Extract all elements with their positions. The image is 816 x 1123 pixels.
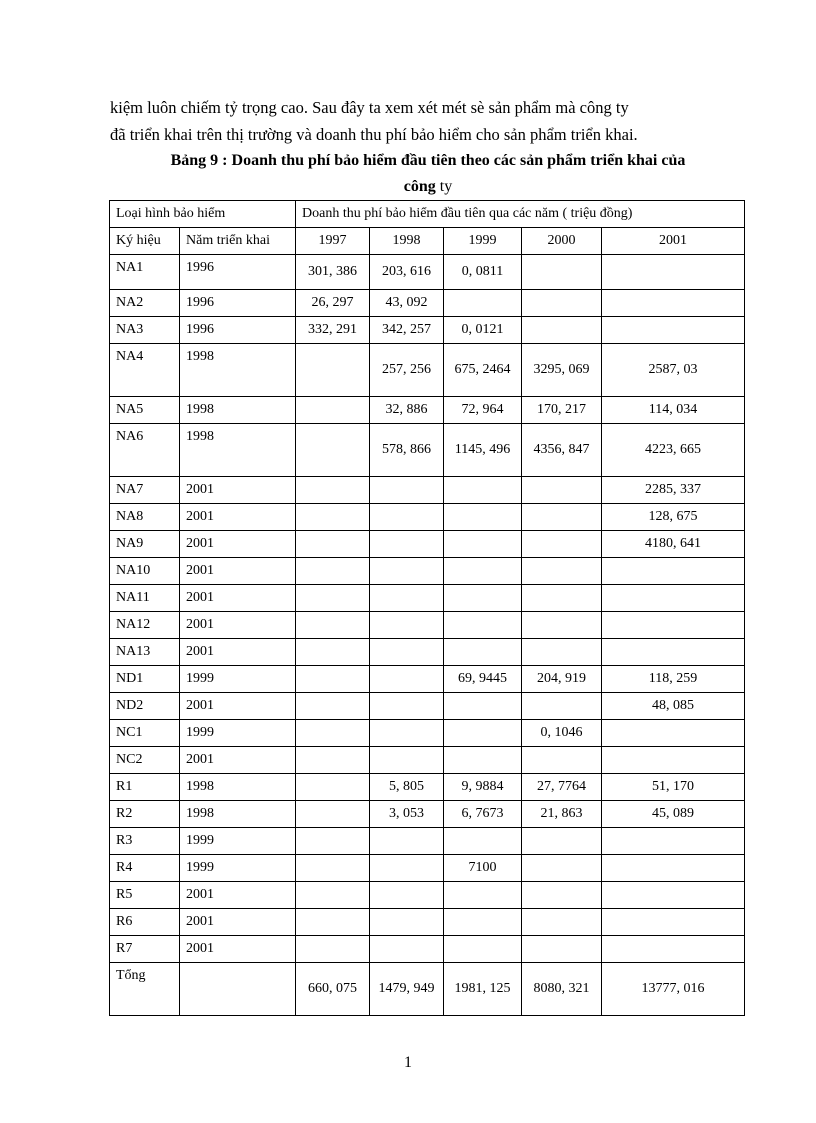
cell-year-2000 [522,639,602,666]
cell-year-1998 [370,882,444,909]
cell-year-1998 [370,828,444,855]
cell-year-2000: 27, 7764 [522,774,602,801]
cell-year-2000 [522,317,602,344]
cell-year-2001: 48, 085 [602,693,745,720]
cell-code: ND1 [110,666,180,693]
table-row [110,397,745,424]
cell-year-1997 [296,693,370,720]
cell-year-1998: 257, 256 [370,344,444,397]
cell-year-1999: 0, 0811 [444,255,522,290]
header-insurance-type: Loại hình bảo hiểm [110,201,296,228]
cell-year-1998 [370,531,444,558]
header-row-2 [110,228,745,255]
cell-year-1998 [370,504,444,531]
cell-year-1997 [296,936,370,963]
cell-start-year: 1996 [180,290,296,317]
cell-year-2001: 51, 170 [602,774,745,801]
cell-code: NA13 [110,639,180,666]
table-row [110,639,745,666]
cell-year-1999: 72, 964 [444,397,522,424]
table-row [110,774,745,801]
cell-year-1997 [296,344,370,397]
cell-year-2000 [522,477,602,504]
total-year-2000: 8080, 321 [522,963,602,1016]
cell-year-2001 [602,909,745,936]
cell-code: NA5 [110,397,180,424]
header-code: Ký hiệu [110,228,180,255]
cell-year-1998: 5, 805 [370,774,444,801]
cell-year-1999: 0, 0121 [444,317,522,344]
cell-year-2000 [522,585,602,612]
cell-start-year: 2001 [180,909,296,936]
cell-year-1998: 578, 866 [370,424,444,477]
cell-year-1997 [296,585,370,612]
table-row [110,477,745,504]
cell-year-1997 [296,666,370,693]
cell-year-2001 [602,290,745,317]
cell-year-1997 [296,828,370,855]
cell-year-1999: 1145, 496 [444,424,522,477]
cell-year-2001 [602,558,745,585]
cell-year-2000 [522,882,602,909]
cell-year-2000: 21, 863 [522,801,602,828]
cell-year-2000 [522,828,602,855]
cell-year-2001 [602,317,745,344]
cell-code: R4 [110,855,180,882]
cell-year-1999 [444,828,522,855]
caption-bold-word: công [403,178,436,195]
cell-start-year: 2001 [180,747,296,774]
cell-year-2001: 2285, 337 [602,477,745,504]
cell-year-2000 [522,290,602,317]
cell-code: NA11 [110,585,180,612]
cell-code: NA3 [110,317,180,344]
cell-year-1998: 43, 092 [370,290,444,317]
cell-year-1998 [370,639,444,666]
cell-year-2001: 114, 034 [602,397,745,424]
table-caption: Bảng 9 : Doanh thu phí bảo hiểm đầu tiên theo các sản phẩm triển khai của [170,152,686,169]
cell-year-2001 [602,612,745,639]
cell-start-year: 2001 [180,612,296,639]
cell-year-1998 [370,936,444,963]
cell-year-2000 [522,504,602,531]
cell-year-1998 [370,585,444,612]
table-row [110,936,745,963]
cell-year-1997 [296,855,370,882]
cell-start-year: 2001 [180,558,296,585]
cell-year-1999 [444,531,522,558]
cell-year-2000 [522,936,602,963]
cell-year-2000: 0, 1046 [522,720,602,747]
cell-year-2001 [602,882,745,909]
cell-code: NC1 [110,720,180,747]
cell-year-1999 [444,558,522,585]
cell-year-1998 [370,612,444,639]
cell-year-1998 [370,720,444,747]
cell-year-1998 [370,477,444,504]
cell-year-2000 [522,558,602,585]
cell-year-1997 [296,558,370,585]
cell-start-year: 2001 [180,585,296,612]
cell-year-1998: 32, 886 [370,397,444,424]
revenue-table [109,200,745,1016]
cell-code: ND2 [110,693,180,720]
total-row [110,963,745,1016]
cell-year-1998 [370,855,444,882]
cell-year-1997: 26, 297 [296,290,370,317]
cell-year-1999: 7100 [444,855,522,882]
total-year-1997: 660, 075 [296,963,370,1016]
table-row [110,828,745,855]
cell-code: NA6 [110,424,180,477]
cell-year-1999 [444,720,522,747]
cell-year-2000: 204, 919 [522,666,602,693]
cell-year-1999 [444,747,522,774]
header-year-1998: 1998 [370,228,444,255]
table-row [110,255,745,290]
cell-start-year: 1999 [180,855,296,882]
table-row [110,424,745,477]
cell-year-1999 [444,477,522,504]
cell-code: NA9 [110,531,180,558]
intro-paragraph-line-1: kiệm luôn chiếm tỷ trọng cao. Sau đây ta xem xét mét sè sản phẩm mà công ty [110,98,629,117]
cell-year-2001 [602,639,745,666]
cell-code: NA4 [110,344,180,397]
cell-code: R1 [110,774,180,801]
cell-code: R5 [110,882,180,909]
cell-year-2000 [522,255,602,290]
cell-year-2000: 170, 217 [522,397,602,424]
table-row [110,504,745,531]
cell-start-year: 2001 [180,936,296,963]
cell-start-year: 1999 [180,666,296,693]
cell-year-1997 [296,747,370,774]
cell-year-1997 [296,801,370,828]
cell-year-2001: 128, 675 [602,504,745,531]
cell-start-year: 2001 [180,504,296,531]
cell-year-2001 [602,255,745,290]
cell-year-1997: 301, 386 [296,255,370,290]
cell-code: NA2 [110,290,180,317]
header-revenue: Doanh thu phí bảo hiểm đầu tiên qua các năm ( triệu đồng) [296,201,745,228]
cell-year-1997 [296,639,370,666]
total-year-2001: 13777, 016 [602,963,745,1016]
table-row [110,666,745,693]
table-row [110,720,745,747]
cell-start-year: 1998 [180,424,296,477]
table-row [110,612,745,639]
cell-year-1997 [296,504,370,531]
cell-year-1999 [444,290,522,317]
cell-start-year: 1998 [180,344,296,397]
total-year-1998: 1479, 949 [370,963,444,1016]
intro-paragraph-line-2: đã triển khai trên thị trường và doanh thu phí bảo hiểm cho sản phẩm triển khai. [110,125,638,144]
table-row [110,317,745,344]
cell-year-2001: 118, 259 [602,666,745,693]
cell-start-year: 2001 [180,882,296,909]
cell-year-1997 [296,882,370,909]
cell-year-1997 [296,774,370,801]
table-row [110,290,745,317]
cell-year-2000: 4356, 847 [522,424,602,477]
cell-start-year: 2001 [180,477,296,504]
cell-code: R2 [110,801,180,828]
table-row [110,747,745,774]
caption-tail-word: ty [435,178,453,195]
table-row [110,882,745,909]
cell-code: NA12 [110,612,180,639]
cell-year-2001: 45, 089 [602,801,745,828]
cell-year-2000 [522,747,602,774]
cell-year-1999: 6, 7673 [444,801,522,828]
cell-code: NC2 [110,747,180,774]
table-row [110,585,745,612]
cell-year-2001 [602,747,745,774]
table-row [110,801,745,828]
cell-start-year: 1996 [180,317,296,344]
table-row [110,693,745,720]
cell-year-1997 [296,612,370,639]
table-row [110,531,745,558]
cell-year-1997 [296,424,370,477]
cell-year-2001: 4223, 665 [602,424,745,477]
cell-year-2001 [602,585,745,612]
table-row [110,909,745,936]
cell-start-year: 2001 [180,693,296,720]
cell-year-1998 [370,666,444,693]
cell-start-year: 1996 [180,255,296,290]
cell-year-1998 [370,558,444,585]
table-row [110,344,745,397]
cell-year-2000 [522,531,602,558]
cell-start-year: 1998 [180,774,296,801]
cell-year-1999 [444,612,522,639]
cell-year-1999 [444,936,522,963]
cell-year-1997 [296,477,370,504]
cell-year-1998: 203, 616 [370,255,444,290]
cell-year-2001: 2587, 03 [602,344,745,397]
cell-year-2000 [522,693,602,720]
table-row [110,855,745,882]
cell-year-1997 [296,397,370,424]
cell-code: NA10 [110,558,180,585]
cell-start-year: 1999 [180,828,296,855]
header-year-2000: 2000 [522,228,602,255]
cell-year-1998 [370,909,444,936]
cell-year-1999: 69, 9445 [444,666,522,693]
cell-year-1998 [370,693,444,720]
total-year-1999: 1981, 125 [444,963,522,1016]
cell-code: R6 [110,909,180,936]
cell-start-year: 1998 [180,801,296,828]
cell-year-2001: 4180, 641 [602,531,745,558]
cell-year-2001 [602,828,745,855]
cell-start-year: 2001 [180,639,296,666]
cell-year-1999 [444,585,522,612]
cell-year-1997 [296,909,370,936]
page-number: 1 [404,1054,412,1071]
cell-year-1998: 3, 053 [370,801,444,828]
cell-code: NA1 [110,255,180,290]
cell-year-2000: 3295, 069 [522,344,602,397]
cell-year-2000 [522,909,602,936]
cell-year-1997 [296,531,370,558]
header-year-1999: 1999 [444,228,522,255]
header-year-1997: 1997 [296,228,370,255]
table-caption-continued [110,174,746,200]
cell-year-2001 [602,936,745,963]
header-row-1 [110,201,745,228]
cell-year-1997 [296,720,370,747]
cell-code: R7 [110,936,180,963]
cell-year-1998 [370,747,444,774]
cell-year-2001 [602,720,745,747]
cell-year-1999: 675, 2464 [444,344,522,397]
cell-start-year: 1998 [180,397,296,424]
total-label: Tổng [110,963,180,1016]
cell-year-1999 [444,504,522,531]
cell-code: R3 [110,828,180,855]
cell-code: NA7 [110,477,180,504]
cell-year-1997: 332, 291 [296,317,370,344]
table-row [110,558,745,585]
cell-year-2000 [522,612,602,639]
cell-start-year: 2001 [180,531,296,558]
cell-year-1999: 9, 9884 [444,774,522,801]
total-empty [180,963,296,1016]
header-start-year: Năm triển khai [180,228,296,255]
cell-start-year: 1999 [180,720,296,747]
cell-code: NA8 [110,504,180,531]
cell-year-1998: 342, 257 [370,317,444,344]
cell-year-1999 [444,909,522,936]
cell-year-2000 [522,855,602,882]
header-year-2001: 2001 [602,228,745,255]
cell-year-2001 [602,855,745,882]
cell-year-1999 [444,882,522,909]
cell-year-1999 [444,693,522,720]
cell-year-1999 [444,639,522,666]
